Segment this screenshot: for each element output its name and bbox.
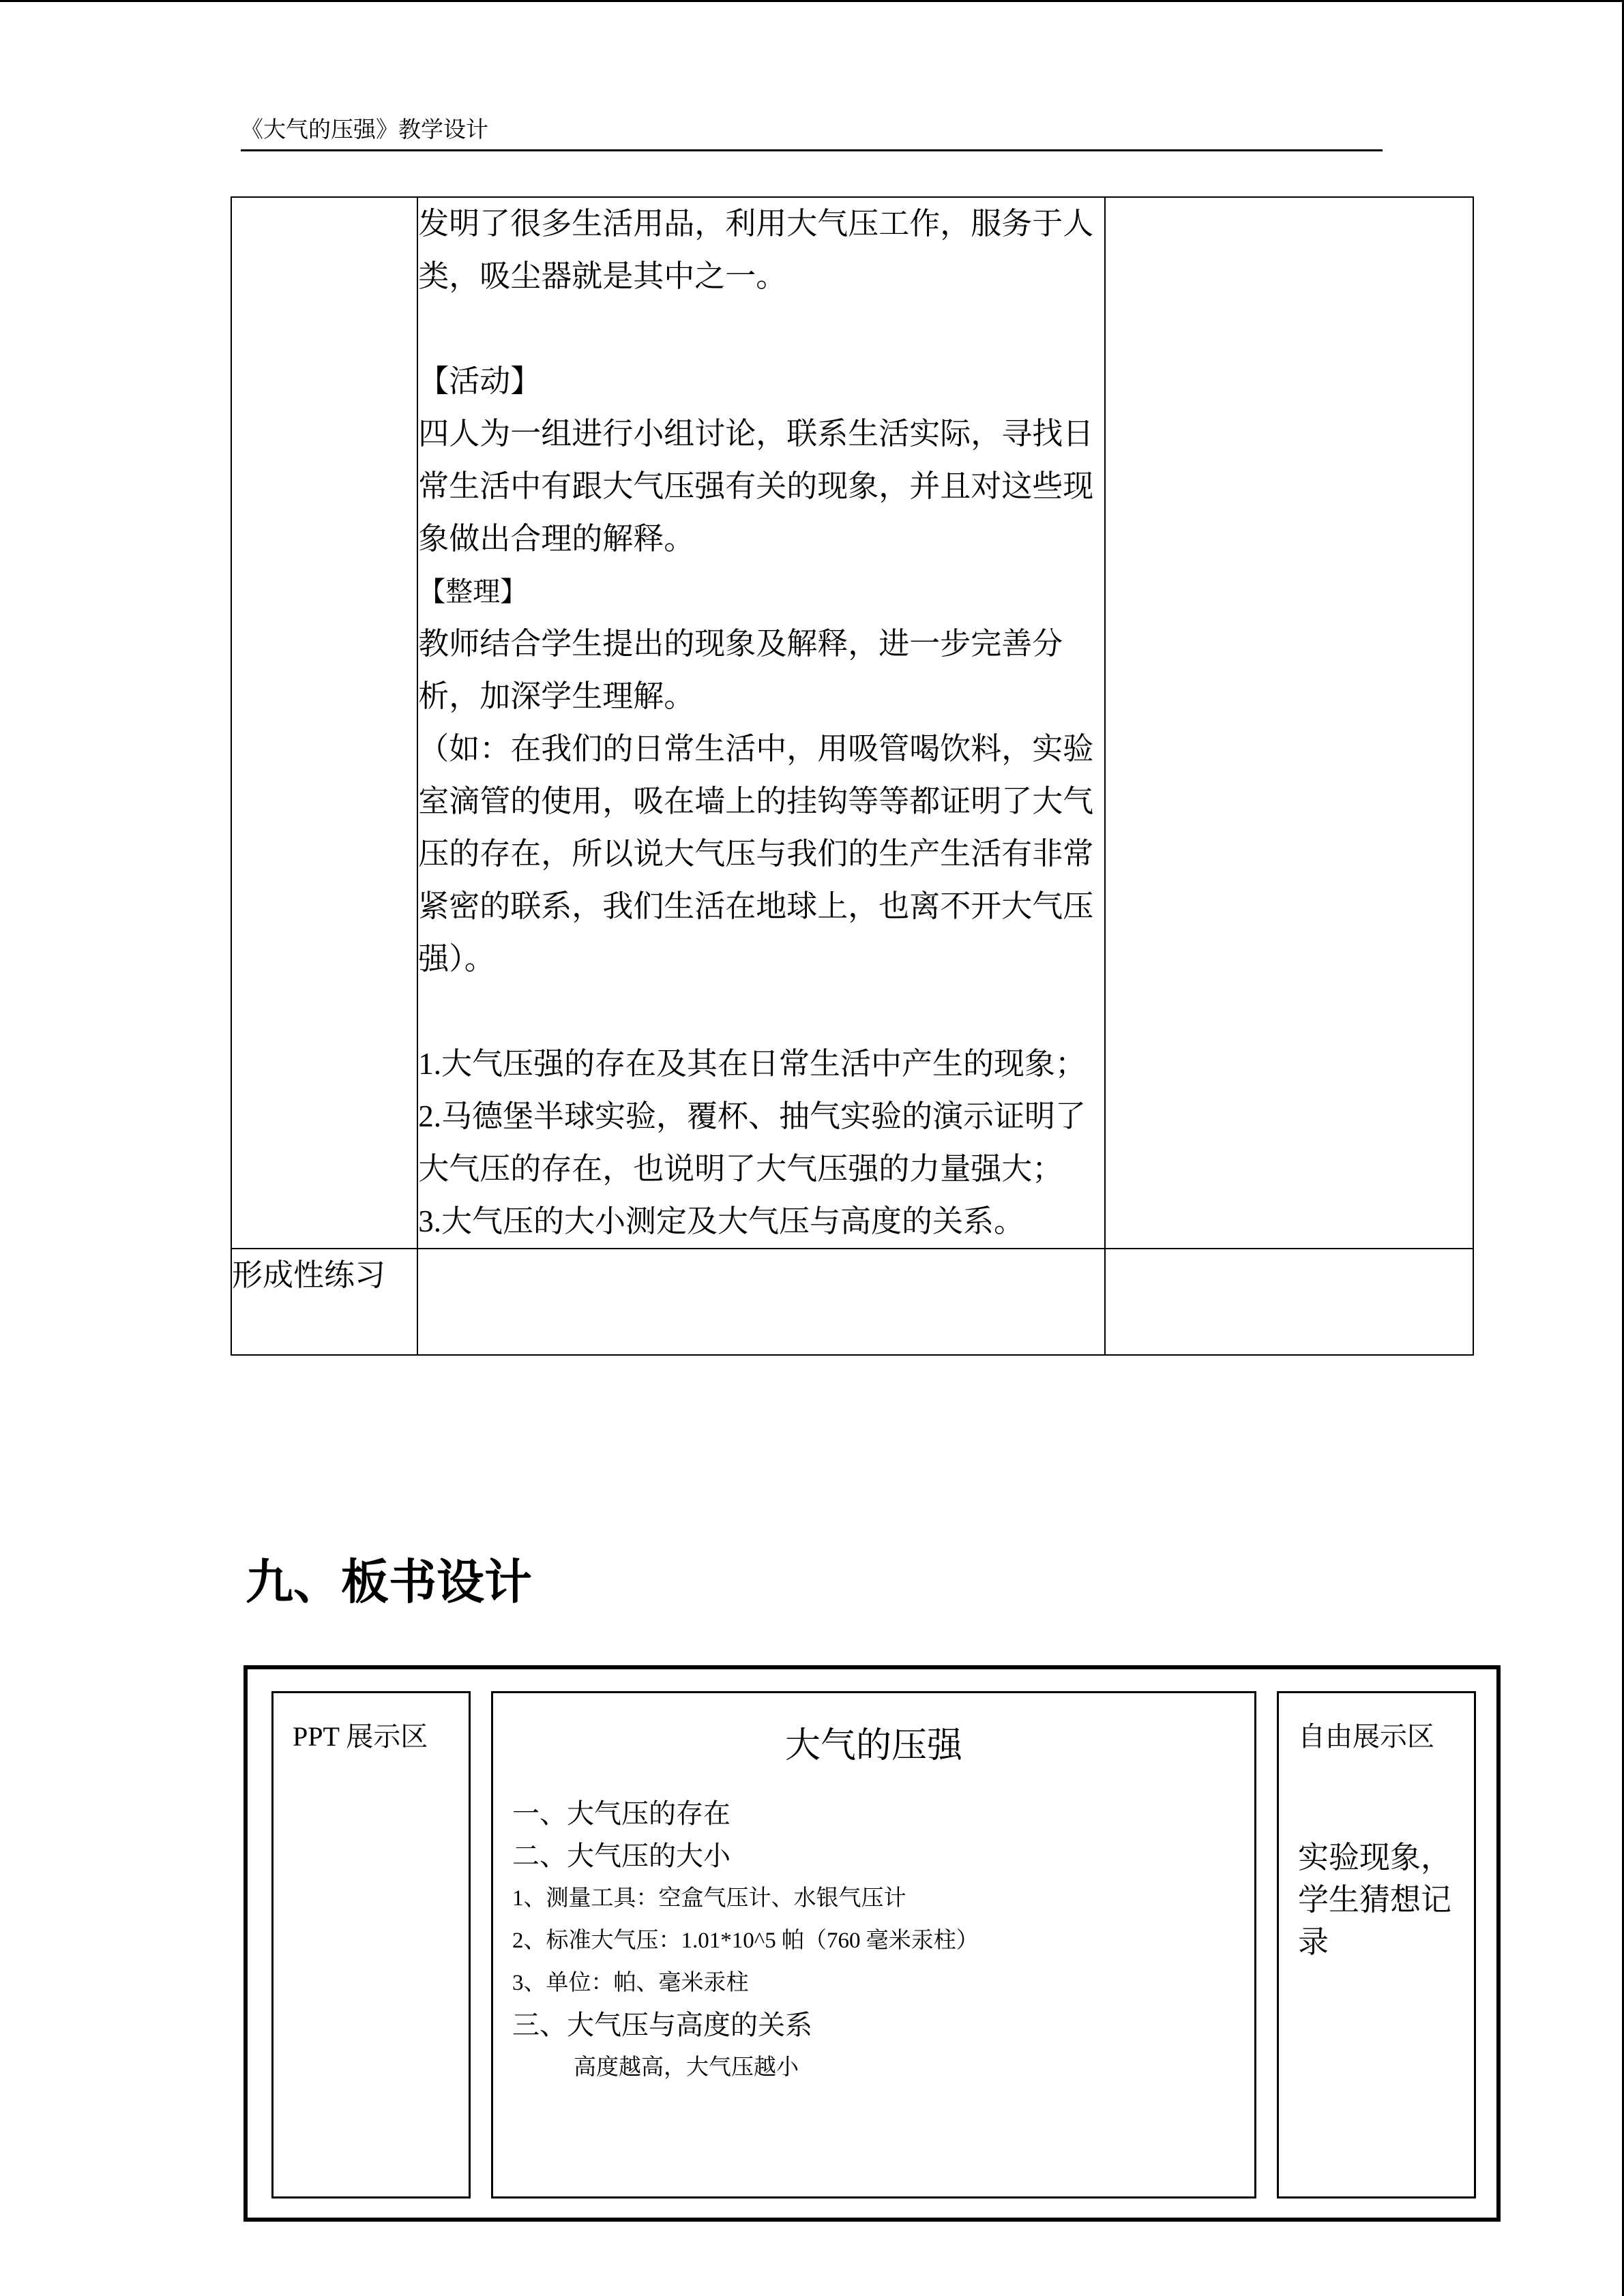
- table-cell-content: [417, 1249, 1105, 1355]
- intro-paragraph: 发明了很多生活用品，利用大气压工作，服务于人类，吸尘器就是其中之一。: [418, 207, 1094, 293]
- outline-line: 2、标准大气压：1.01*10^5 帕（760 毫米汞柱）: [512, 1928, 979, 1953]
- table-row: [231, 197, 1473, 1249]
- board-title: 大气的压强: [784, 1725, 962, 1766]
- table-row: [231, 1249, 1473, 1355]
- outline-line: 三、大气压与高度的关系: [512, 2010, 812, 2040]
- lesson-table: [231, 196, 1474, 1356]
- page-top-edge: [0, 0, 1624, 2]
- activity-title: 【活动】: [418, 364, 542, 398]
- table-cell-label: [231, 197, 417, 1249]
- outline-line: 1、测量工具：空盒气压计、水银气压计: [512, 1886, 906, 1911]
- ppt-display-panel: [271, 1691, 471, 2198]
- main-board-panel: [491, 1691, 1256, 2198]
- key-point-3: 3.大气压的大小测定及大气压与高度的关系。: [418, 1204, 1025, 1238]
- formative-exercise-label: 形成性练习: [231, 1249, 417, 1355]
- table-cell-extra: [1105, 1249, 1473, 1355]
- free-display-note: 实验现象，学生猜想记录: [1298, 1840, 1452, 1959]
- outline-line: 高度越高，大气压越小: [574, 2055, 799, 2080]
- section-heading: 九、板书设计: [246, 1554, 532, 1610]
- header-divider: [241, 149, 1383, 151]
- key-point-1: 1.大气压强的存在及其在日常生活中产生的现象；: [418, 1047, 1087, 1081]
- outline-line: 3、单位：帕、毫米汞柱: [512, 1971, 749, 1995]
- example-paragraph: （如：在我们的日常生活中，用吸管喝饮料，实验室滴管的使用，吸在墙上的挂钩等等都证明了大气压的存在，所以说大气压与我们的生产生活有非常紧密的联系，我们生活在地球上，也离不开大气压强）。: [418, 732, 1094, 976]
- free-display-label: 自由展示区: [1298, 1721, 1434, 1752]
- free-display-panel: [1277, 1691, 1476, 2198]
- outline-line: 一、大气压的存在: [512, 1798, 730, 1829]
- table-cell-extra: [1105, 197, 1473, 1249]
- document-header-title: 《大气的压强》教学设计: [241, 118, 488, 143]
- activity-text: 四人为一组进行小组讨论，联系生活实际，寻找日常生活中有跟大气压强有关的现象，并且对这些现象做出合理的解释。: [418, 417, 1094, 556]
- table-cell-content: [417, 197, 1105, 1249]
- board-outline: [512, 1793, 979, 2089]
- outline-line: 二、大气压的大小: [512, 1840, 730, 1871]
- summary-text: 教师结合学生提出的现象及解释，进一步完善分析，加深学生理解。: [418, 627, 1063, 713]
- spacer: [418, 985, 1104, 1038]
- summary-title: 【整理】: [418, 576, 528, 607]
- blackboard-design: [243, 1665, 1501, 2222]
- key-point-2: 2.马德堡半球实验，覆杯、抽气实验的演示证明了大气压的存在，也说明了大气压强的力量强大；: [418, 1099, 1087, 1186]
- spacer: [418, 303, 1104, 355]
- ppt-display-label: PPT 展示区: [293, 1721, 428, 1752]
